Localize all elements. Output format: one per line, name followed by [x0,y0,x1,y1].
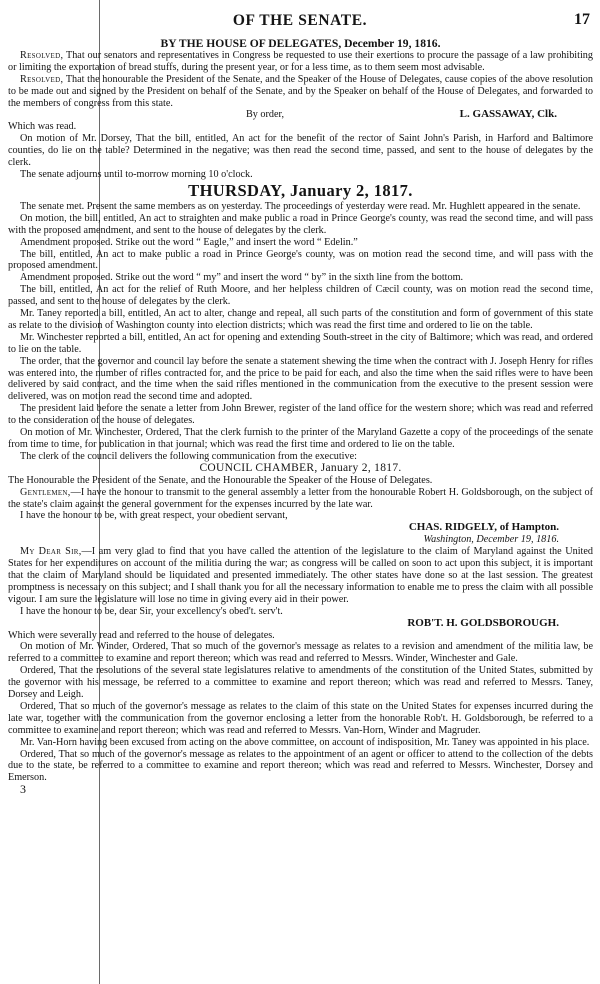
amendment-my: Amendment proposed. Strike out the word “ my” and insert the word “ by” in the sixth line from the bottom. [20,272,464,284]
by-order-line [8,109,593,121]
page-number: 17 [574,11,590,28]
ordered-resolutions: Ordered, That the resolutions of the several state legislatures relative to amendments of the constitution of the United States, submitted by the governor with his message, be referred to a committee to examine and report thereon; which was read and referred to Messrs. Taney, Dorsey and Leigh. [8,665,593,701]
running-head: OF THE SENATE. [232,12,368,29]
letter-text: —I am very glad to find that you have called the attention of the legislature to the claim of Maryland against the United States for her expenditures on account of the militia during the war; as congress will be called on soon to act upon this subject, it is important that the claim of Maryland should be liquidated and presented immediately. The other states have done so at the last session. The greatest promptness is necessary on this subject; and I shall thank you for all the necessary information to enable me to press the claim with all possible vigour. I am sure the legislature will lose no time in giving every aid in their power. [8,546,593,605]
resolution-text: That the honourable the President of the Senate, and the Speaker of the House of Delegates, cause copies of the above resolution to be made out and signed by the President on behalf of the Senate, and by the Speaker on behalf of the House of Delegates, and forwarded to the members of congress from this state. [8,73,593,109]
council-chamber-heading: COUNCIL CHAMBER, January 2, 1817. [199,461,402,474]
by-order-text: By order, [246,109,285,121]
washington-dateline: Washington, December 19, 1816. [423,534,559,546]
clerk-delivers: The clerk of the council delivers the following communication from the executive: [20,450,357,462]
senate-met: The senate met. Present the same members as on yesterday. The proceedings of yesterday were read. Mr. Hughlett appeared in the senate. [20,200,581,212]
winchester-report: Mr. Winchester reported a bill, entitled, An act for opening and extending South-street in the city of Baltimore; which was read, and ordered to lie on the table. [8,331,593,355]
resolved-word: Resolved, [20,49,64,61]
resolution-paragraph-2 [8,74,593,110]
gazette-motion: On motion of Mr. Winchester, Ordered, That the clerk furnish to the printer of the Maryland Gazette a copy of the proceedings of the senate from time to time, for publication in that journal; which was read the first time and ordered to lie on the table. [8,427,593,450]
ridgely-signature: CHAS. RIDGELY, of Hampton. [408,521,559,534]
resolved-word: Resolved, [20,73,64,85]
resolution-text: That our senators and representatives in Congress be requested to use their exertions to procure the passage of a law prohibiting or limiting the exportation of bread stuffs, during the present year, or for a less time, as to them seem most advisable. [8,49,593,73]
resolution-heading: BY THE HOUSE OF DELEGATES, December 19, 1816. [160,37,441,50]
date-heading: THURSDAY, January 2, 1817. [188,180,413,200]
salutation-word: My Dear Sir, [20,546,82,558]
dear-sir-letter [8,546,593,606]
severally-read: Which were severally read and referred to the house of delegates. [8,629,275,641]
ordered-agent: Ordered, That so much of the governor's message as relates to the appointment of an agent or officer to attend to the collection of the debts due to the state, be referred to a committee to examine and report thereon; which was read and referred to Messrs. Winchester, Dorsey and Emerson. [8,748,593,784]
signature-mark: 3 [20,782,26,797]
goldsborough-signature: ROB'T. H. GOLDSBOROUGH. [407,616,559,629]
amendment-eagle: Amendment proposed. Strike out the word “ Eagle,” and insert the word “ Edelin.” [20,236,358,248]
vanhorn-excused: Mr. Van-Horn having been excused from acting on the above committee, on account of indisposition, Mr. Taney was appointed in his place. [20,736,590,748]
clerk-signature: L. GASSAWAY, Clk. [459,108,557,121]
salutation-text: —I have the honour to transmit to the general assembly a letter from the honourable Robert H. Goldsborough, on the subject of the state's claim against the general government for the expenses incurred by the late war. [8,486,593,510]
resolution-paragraph-1 [8,50,593,74]
ordered-war-claim: Ordered, That so much of the governor's message as relates to the claim of this state on the United States for expenses incurred during the late war, together with the communication from the governor enclosing a letter from the honorable Rob't. H. Goldsborough, be referred to a committee to examine and report thereon; which was read and referred to Messrs. Van-Horn, Winder and Magruder. [8,700,593,736]
which-was-read: Which was read. [8,121,77,133]
salutation-word: Gentlemen, [20,486,71,498]
road-bill-public: The bill, entitled, An act to make public a road in Prince George's county, was on motion read the second time, and will pass with the proposed amendment. [8,248,593,272]
moore-relief-bill: The bill, entitled, An act for the relief of Ruth Moore, and her helpless children of Cæcil county, was on motion read the second time, passed, and sent to the house of delegates by the clerk. [8,284,593,308]
brewer-letter: The president laid before the senate a letter from John Brewer, register of the land office for the western shore; which was read and referred to the consideration of the house of delegates. [8,403,593,427]
dorsey-motion: On motion of Mr. Dorsey, That the bill, entitled, An act for the benefit of the rector of Saint John's Parish, in Harford and Baltimore counties, do lie on the table? Determined in the negative; was then read the second time, passed, and sent to the house of delegates by the clerk. [8,133,593,169]
page-header [0,8,600,32]
journal-body [8,38,593,796]
winder-motion: On motion of Mr. Winder, Ordered, That so much of the governor's message as relates to a revision and amendment of the militia law, be referred to a committee to examine and report thereon; which was read and referred to Messrs. Winder, Winchester and Gale. [8,641,593,665]
respect-closing: I have the honour to be, with great respect, your obedient servant, [20,510,288,522]
goldsborough-closing: I have the honour to be, dear Sir, your excellency's obed't. serv't. [20,605,283,617]
road-bill-straighten: On motion, the bill, entitled, An act to straighten and make public a road in Prince George's county, was read the second time, and will pass with the proposed amendment, and sent to the house of delegates by the clerk. [8,212,593,236]
executive-address: The Honourable the President of the Senate, and the Honourable the Speaker of the House of Delegates. [8,474,433,486]
taney-report: Mr. Taney reported a bill, entitled, An act to alter, change and repeal, all such parts of the constitution and form of government of this state as relate to the division of Washington county into election districts; which was read the first time and ordered to lie on the table. [8,308,593,331]
adjournment: The senate adjourns until to-morrow morning 10 o'clock. [20,168,253,180]
gentlemen-paragraph [8,487,593,511]
rifles-order: The order, that the governor and council lay before the senate a statement shewing the time when the contract with J. Joseph Henry for rifles was entered into, the number of rifles contracted for, and the price to be paid for each, and also the time when the said rifles were to have been delivered by said contract, and the time when the said rifles mentioned in the communication from the executive to the present session were delivered, was on motion read the second time and adopted. [8,355,593,403]
